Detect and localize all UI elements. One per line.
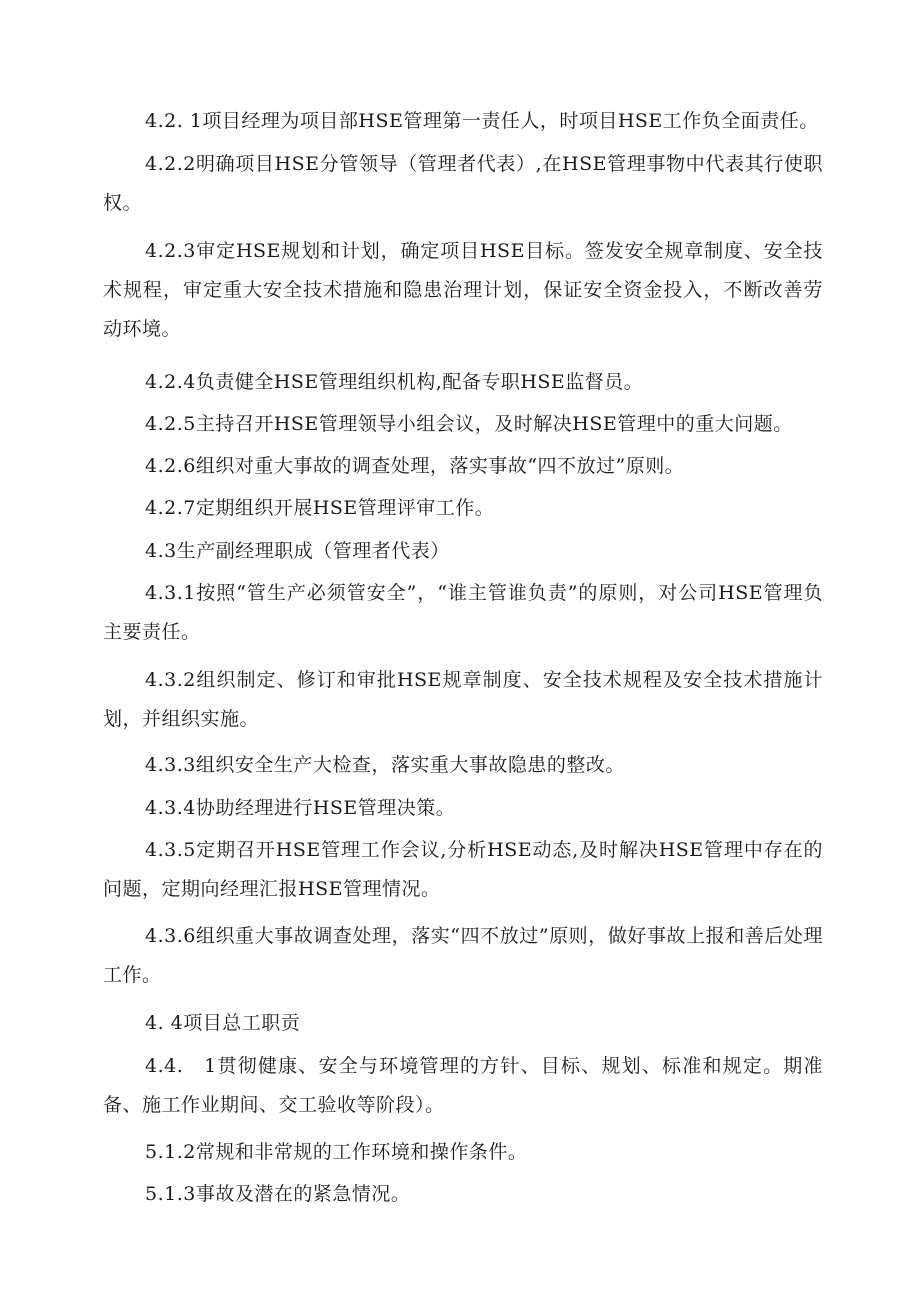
paragraph-4-3-2: 4.3.2组织制定、修订和审批HSE规章制度、安全技术规程及安全技术措施计划，并组织实施。 — [103, 669, 823, 730]
paragraph-4-3-3: 4.3.3组织安全生产大检查，落实重大事故隐患的整改。 — [145, 754, 625, 776]
paragraph-4-3-4: 4.3.4协助经理进行HSE管理决策。 — [145, 797, 456, 819]
paragraph-4-3-5: 4.3.5定期召开HSE管理工作会议,分析HSE动态,及时解决HSE管理中存在的问题，定期向经理汇报HSE管理情况。 — [103, 839, 823, 900]
paragraph-4-4-1: 4.4. 1贯彻健康、安全与环境管理的方针、目标、规划、标准和规定。期准备、施工作业期间、交工验收等阶段）。 — [103, 1055, 823, 1116]
paragraph-4-2-6: 4.2.6组织对重大事故的调查处理，落实事故“四不放过”原则。 — [145, 455, 685, 477]
paragraph-4-2-3: 4.2.3审定HSE规划和计划，确定项目HSE目标。签发安全规章制度、安全技术规程，审定重大安全技术措施和隐患治理计划，保证安全资金投入，不断改善劳动环境。 — [103, 240, 823, 340]
paragraph-4-2-2: 4.2.2明确项目HSE分管领导（管理者代表）,在HSE管理事物中代表其行使职权。 — [103, 153, 823, 214]
paragraph-4-3-6: 4.3.6组织重大事故调查处理，落实“四不放过”原则，做好事故上报和善后处理工作。 — [103, 925, 823, 986]
section-heading-4-4: 4. 4项目总工职贡 — [145, 1012, 301, 1034]
section-heading-4-3: 4.3生产副经理职成（管理者代表） — [145, 540, 450, 562]
paragraph-4-3-1: 4.3.1按照“管生产必须管安全”，“谁主管谁负责”的原则，对公司HSE管理负主要责任。 — [103, 582, 823, 643]
paragraph-4-2-5: 4.2.5主持召开HSE管理领导小组会议，及时解决HSE管理中的重大问题。 — [145, 413, 793, 435]
paragraph-5-1-2: 5.1.2常规和非常规的工作环境和操作条件。 — [145, 1141, 528, 1163]
paragraph-4-2-1: 4.2. 1项目经理为项目部HSE管理第一责任人，时项目HSE工作负全面责任。 — [145, 110, 819, 132]
paragraph-5-1-3: 5.1.3事故及潜在的紧急情况。 — [145, 1183, 411, 1205]
paragraph-4-2-7: 4.2.7定期组织开展HSE管理评审工作。 — [145, 497, 495, 519]
paragraph-4-2-4: 4.2.4负责健全HSE管理组织机构,配备专职HSE监督员。 — [145, 371, 644, 393]
